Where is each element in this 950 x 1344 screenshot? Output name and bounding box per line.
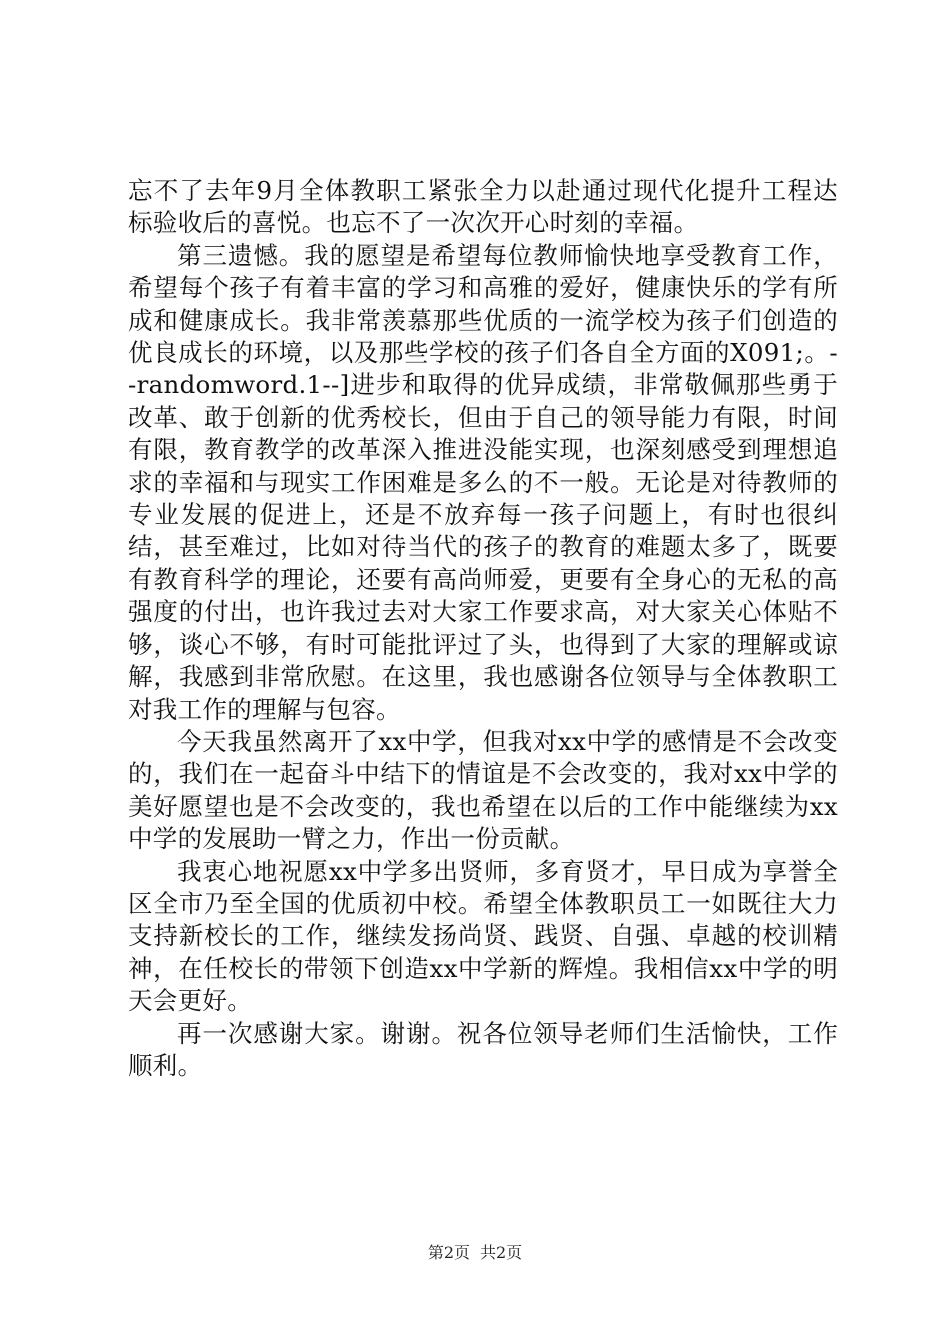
paragraph-2: 第三遗憾。我的愿望是希望每位教师愉快地享受教育工作，希望每个孩子有着丰富的学习和高雅的爱好，健康快乐的学有所成和健康成长。我非常羡慕那些优质的一流学校为孩子们创造的优良成长的环境，以及那些学校的孩子们各自全方面的X091;。--randomword.1--]进步和取得的优异成绩，非常敬佩那些勇于改革、敢于创新的优秀校长，但由于自己的领导能力有限，时间有限，教育教学的改革深入推进没能实现，也深刻感受到理想追求的幸福和与现实工作困难是多么的不一般。无论是对待教师的专业发展的促进上，还是不放弃每一孩子问题上，有时也很纠结，甚至难过，比如对待当代的孩子的教育的难题太多了，既要有教育科学的理论，还要有高尚师爱，更要有全身心的无私的高强度的付出，也许我过去对大家工作要求高，对大家关心体贴不够，谈心不够，有时可能批评过了头，也得到了大家的理解或谅解，我感到非常欣慰。在这里，我也感谢各位领导与全体教职工对我工作的理解与包容。	[128, 240, 838, 724]
paragraph-3: 今天我虽然离开了xx中学，但我对xx中学的感情是不会改变的，我们在一起奋斗中结下的情谊是不会改变的，我对xx中学的美好愿望也是不会改变的，我也希望在以后的工作中能继续为xx中学的发展助一臂之力，作出一份贡献。	[128, 726, 838, 854]
page-number: 第2页	[427, 1243, 470, 1262]
page-total: 共2页	[480, 1243, 523, 1262]
document-body	[128, 175, 838, 1082]
paragraph-5: 再一次感谢大家。谢谢。祝各位领导老师们生活愉快，工作顺利。	[128, 1018, 838, 1080]
page-footer	[0, 1243, 950, 1263]
paragraph-4: 我衷心地祝愿xx中学多出贤师，多育贤才，早日成为享誉全区全市乃至全国的优质初中校。希望全体教职员工一如既往大力支持新校长的工作，继续发扬尚贤、践贤、自强、卓越的校训精神，在任校长的带领下创造xx中学新的辉煌。我相信xx中学的明天会更好。	[128, 856, 838, 1016]
paragraph-1: 忘不了去年9月全体教职工紧张全力以赴通过现代化提升工程达标验收后的喜悦。也忘不了一次次开心时刻的幸福。	[128, 176, 838, 238]
